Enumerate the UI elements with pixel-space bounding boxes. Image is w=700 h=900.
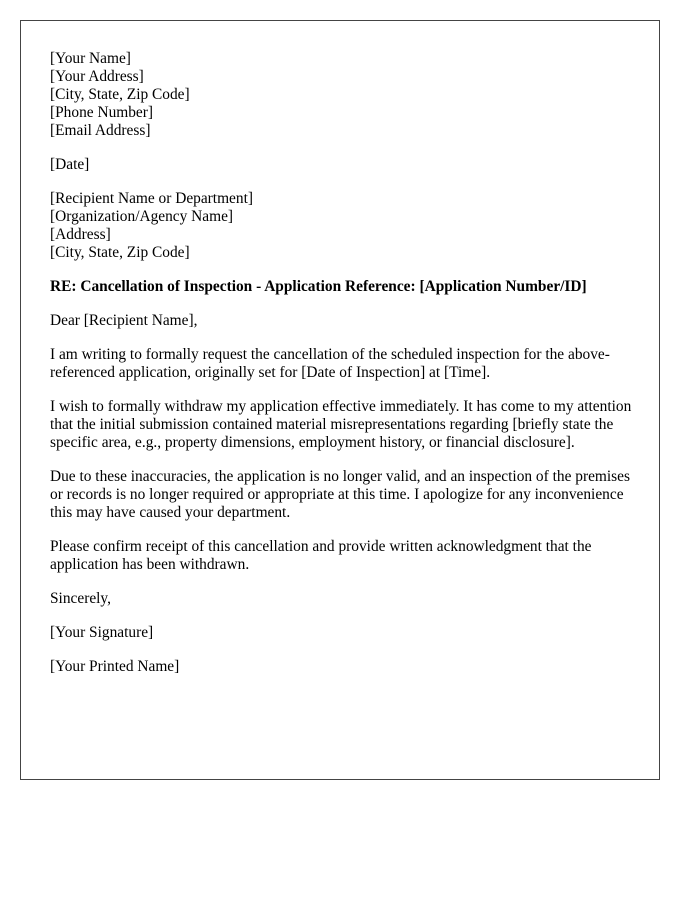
sender-name: [Your Name]	[50, 50, 131, 67]
sender-address: [Your Address]	[50, 68, 144, 85]
letter-date: [Date]	[50, 156, 90, 173]
body-paragraph: Due to these inaccuracies, the application is no longer valid, and an inspection of the premises or records is no longer required or appropriate at this time. I apologize for any inconvenience this may have caused your department.	[50, 468, 630, 521]
recipient-address: [Address]	[50, 226, 111, 243]
sender-block	[50, 50, 640, 140]
body-paragraph: I am writing to formally request the cancellation of the scheduled inspection for the above-referenced application, originally set for [Date of Inspection] at [Time].	[50, 346, 610, 381]
sender-email: [Email Address]	[50, 122, 151, 139]
letter-body	[50, 50, 640, 692]
body-paragraph: Please confirm receipt of this cancellation and provide written acknowledgment that the application has been withdrawn.	[50, 538, 592, 573]
recipient-name: [Recipient Name or Department]	[50, 190, 253, 207]
sender-city-state-zip: [City, State, Zip Code]	[50, 86, 190, 103]
salutation: Dear [Recipient Name],	[50, 312, 198, 329]
printed-name: [Your Printed Name]	[50, 658, 180, 675]
letter-frame	[20, 20, 660, 780]
body-paragraph: I wish to formally withdraw my application effective immediately. It has come to my attention that the initial submission contained material misrepresentations regarding [briefly state the specific area, e.g., property dimensions, employment history, or financial disclosure].	[50, 398, 632, 451]
date-block	[50, 156, 640, 174]
subject-line: RE: Cancellation of Inspection - Application Reference: [Application Number/ID]	[50, 278, 587, 295]
sender-phone: [Phone Number]	[50, 104, 154, 121]
recipient-city-state-zip: [City, State, Zip Code]	[50, 244, 190, 261]
recipient-organization: [Organization/Agency Name]	[50, 208, 234, 225]
signature: [Your Signature]	[50, 624, 154, 641]
closing: Sincerely,	[50, 590, 111, 607]
recipient-block	[50, 190, 640, 262]
